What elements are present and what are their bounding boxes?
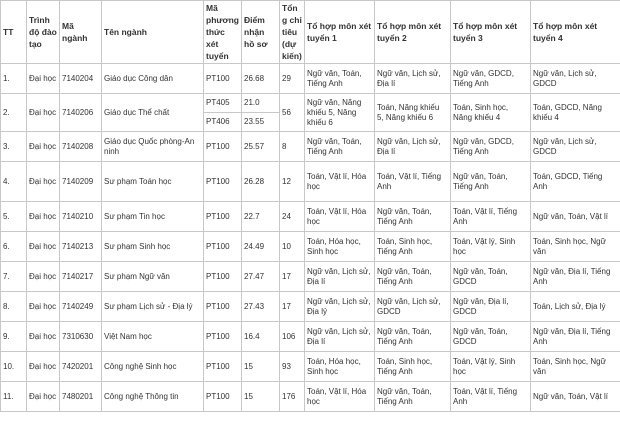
row-combo4: Ngữ văn, Lịch sử, GDCD [531, 64, 620, 94]
table-row [1, 202, 620, 232]
row-name: Việt Nam học [102, 322, 204, 352]
row-quota: 8 [280, 132, 305, 162]
row-combo1: Toán, Hóa học, Sinh học [305, 232, 375, 262]
row-quota: 10 [280, 232, 305, 262]
row-code: 7140208 [60, 132, 102, 162]
row-method: PT100 [204, 132, 242, 162]
row-combo3: Ngữ văn, GDCD, Tiếng Anh [451, 132, 531, 162]
row-method: PT100 [204, 382, 242, 412]
row-combo2: Ngữ văn, Lịch sử, Địa lí [375, 64, 451, 94]
row-name: Sư phạm Sinh học [102, 232, 204, 262]
row-combo2: Ngữ văn, Toán, Tiếng Anh [375, 202, 451, 232]
row-level: Đại học [27, 132, 60, 162]
row-level: Đại học [27, 162, 60, 202]
header-combo4: Tổ hợp môn xét tuyển 4 [531, 1, 620, 64]
row-score: 26.68 [242, 64, 280, 94]
row-method: PT100 [204, 232, 242, 262]
table-row [1, 292, 620, 322]
row-combo3: Ngữ văn, Địa lí, GDCD [451, 292, 531, 322]
row-combo3: Ngữ văn, Toán, Tiếng Anh [451, 162, 531, 202]
row-code: 7420201 [60, 352, 102, 382]
row-quota: 12 [280, 162, 305, 202]
row-code: 7140210 [60, 202, 102, 232]
row-level: Đại học [27, 202, 60, 232]
row-quota: 56 [280, 94, 305, 132]
row-score: 27.47 [242, 262, 280, 292]
row-combo4: Ngữ văn, Địa lí, Tiếng Anh [531, 322, 620, 352]
row-name: Giáo dục Công dân [102, 64, 204, 94]
header-score: Điểm nhận hồ sơ [242, 1, 280, 64]
row-name: Công nghệ Sinh học [102, 352, 204, 382]
row-combo4: Toán, Sinh học, Ngữ văn [531, 352, 620, 382]
row-combo2: Ngữ văn, Toán, Tiếng Anh [375, 382, 451, 412]
row-combo4: Toán, Lịch sử, Địa lý [531, 292, 620, 322]
row-combo1: Toán, Vật lí, Hóa học [305, 162, 375, 202]
row-tt: 5. [1, 202, 27, 232]
row-code: 7140217 [60, 262, 102, 292]
row-level: Đại học [27, 94, 60, 132]
row-method: PT100 [204, 162, 242, 202]
row-quota: 176 [280, 382, 305, 412]
row-quota: 17 [280, 292, 305, 322]
row-score: 16.4 [242, 322, 280, 352]
row-combo4: Ngữ văn, Địa lí, Tiếng Anh [531, 262, 620, 292]
row-code: 7140249 [60, 292, 102, 322]
row-method: PT100 [204, 352, 242, 382]
header-combo2: Tổ hợp môn xét tuyển 2 [375, 1, 451, 64]
row-code: 7140213 [60, 232, 102, 262]
row-combo2: Ngữ văn, Toán, Tiếng Anh [375, 322, 451, 352]
row-combo1: Ngữ văn, Lịch sử, Địa lí [305, 262, 375, 292]
row-score: 24.49 [242, 232, 280, 262]
table-row [1, 162, 620, 202]
header-tt: TT [1, 1, 27, 64]
row-code: 7310630 [60, 322, 102, 352]
row-score: 26.28 [242, 162, 280, 202]
row-level: Đại học [27, 382, 60, 412]
row-name: Giáo dục Thể chất [102, 94, 204, 132]
row-combo2: Toán, Sinh học, Tiếng Anh [375, 352, 451, 382]
row-score-b: 23.55 [242, 112, 279, 131]
table-row [1, 232, 620, 262]
row-combo1: Toán, Vật lí, Hóa học [305, 382, 375, 412]
row-tt: 10. [1, 352, 27, 382]
row-combo2: Ngữ văn, Toán, Tiếng Anh [375, 262, 451, 292]
table-row [1, 64, 620, 94]
row-level: Đại học [27, 352, 60, 382]
row-code: 7140209 [60, 162, 102, 202]
row-score-a: 21.0 [244, 98, 260, 107]
row-combo1: Ngữ văn, Toán, Tiếng Anh [305, 64, 375, 94]
row-tt: 8. [1, 292, 27, 322]
header-combo1: Tổ hợp môn xét tuyển 1 [305, 1, 375, 64]
row-combo3: Ngữ văn, Toán, GDCD [451, 262, 531, 292]
row-tt: 11. [1, 382, 27, 412]
header-name: Tên ngành [102, 1, 204, 64]
row-combo1: Ngữ văn, Lịch sử, Địa lý [305, 292, 375, 322]
row-code: 7480201 [60, 382, 102, 412]
row-code: 7140206 [60, 94, 102, 132]
row-score: 22.7 [242, 202, 280, 232]
row-quota: 106 [280, 322, 305, 352]
table-row [1, 322, 620, 352]
row-combo2: Toán, Năng khiếu 5, Năng khiếu 6 [375, 94, 451, 132]
row-name: Công nghệ Thông tin [102, 382, 204, 412]
row-combo4: Toán, Sinh học, Ngữ văn [531, 232, 620, 262]
row-combo4: Ngữ văn, Toán, Vật lí [531, 202, 620, 232]
row-combo4: Toán, GDCD, Năng khiếu 4 [531, 94, 620, 132]
row-combo1: Ngữ văn, Lịch sử, Địa lí [305, 322, 375, 352]
row-tt: 9. [1, 322, 27, 352]
table-row [1, 94, 620, 132]
header-quota: Tổng chỉ tiêu (dự kiến) [280, 1, 305, 64]
row-name: Sư phạm Tin học [102, 202, 204, 232]
row-method: PT100 [204, 292, 242, 322]
row-combo3: Toán, Vật lý, Sinh học [451, 352, 531, 382]
row-name: Sư phạm Toán học [102, 162, 204, 202]
row-score: 15 [242, 382, 280, 412]
row-method-split [204, 94, 242, 132]
row-quota: 17 [280, 262, 305, 292]
row-tt: 6. [1, 232, 27, 262]
row-method-a: PT405 [206, 98, 230, 107]
header-combo3: Tổ hợp môn xét tuyển 3 [451, 1, 531, 64]
row-level: Đại học [27, 292, 60, 322]
table-row [1, 132, 620, 162]
row-combo2: Toán, Vật lí, Tiếng Anh [375, 162, 451, 202]
row-score: 25.57 [242, 132, 280, 162]
header-level: Trình độ đào tạo [27, 1, 60, 64]
row-combo3: Toán, Vật lí, Tiếng Anh [451, 382, 531, 412]
table-row [1, 262, 620, 292]
header-row [1, 1, 620, 64]
row-combo3: Ngữ văn, Toán, GDCD [451, 322, 531, 352]
row-combo3: Toán, Vật lý, Sinh học [451, 232, 531, 262]
row-combo1: Ngữ văn, Toán, Tiếng Anh [305, 132, 375, 162]
header-code: Mã ngành [60, 1, 102, 64]
row-combo4: Ngữ văn, Toán, Vật lí [531, 382, 620, 412]
row-tt: 3. [1, 132, 27, 162]
row-combo3: Toán, Vật lí, Tiếng Anh [451, 202, 531, 232]
row-quota: 29 [280, 64, 305, 94]
row-tt: 2. [1, 94, 27, 132]
row-combo3: Ngữ văn, GDCD, Tiếng Anh [451, 64, 531, 94]
row-level: Đại học [27, 64, 60, 94]
row-combo1: Toán, Hóa học, Sinh học [305, 352, 375, 382]
row-quota: 24 [280, 202, 305, 232]
row-combo2: Ngữ văn, Lịch sử, Địa lí [375, 132, 451, 162]
row-combo1: Ngữ văn, Năng khiếu 5, Năng khiếu 6 [305, 94, 375, 132]
row-score-split [242, 94, 280, 132]
row-name: Sư phạm Ngữ văn [102, 262, 204, 292]
table-row [1, 352, 620, 382]
row-combo2: Toán, Sinh học, Tiếng Anh [375, 232, 451, 262]
row-combo4: Toán, GDCD, Tiếng Anh [531, 162, 620, 202]
row-score: 15 [242, 352, 280, 382]
row-combo3: Toán, Sinh học, Năng khiếu 4 [451, 94, 531, 132]
row-combo2: Ngữ văn, Lịch sử, GDCD [375, 292, 451, 322]
row-level: Đại học [27, 262, 60, 292]
row-method: PT100 [204, 64, 242, 94]
row-score: 27.43 [242, 292, 280, 322]
row-method: PT100 [204, 322, 242, 352]
row-combo1: Toán, Vật lí, Hóa học [305, 202, 375, 232]
row-method-b: PT406 [204, 112, 241, 131]
row-tt: 1. [1, 64, 27, 94]
row-name: Sư phạm Lịch sử - Địa lý [102, 292, 204, 322]
row-name: Giáo dục Quốc phòng-An ninh [102, 132, 204, 162]
table-row [1, 382, 620, 412]
row-quota: 93 [280, 352, 305, 382]
header-method: Mã phương thức xét tuyển [204, 1, 242, 64]
row-combo4: Ngữ văn, Lịch sử, GDCD [531, 132, 620, 162]
row-method: PT100 [204, 262, 242, 292]
row-tt: 4. [1, 162, 27, 202]
row-level: Đại học [27, 322, 60, 352]
row-method: PT100 [204, 202, 242, 232]
row-level: Đại học [27, 232, 60, 262]
row-code: 7140204 [60, 64, 102, 94]
row-tt: 7. [1, 262, 27, 292]
